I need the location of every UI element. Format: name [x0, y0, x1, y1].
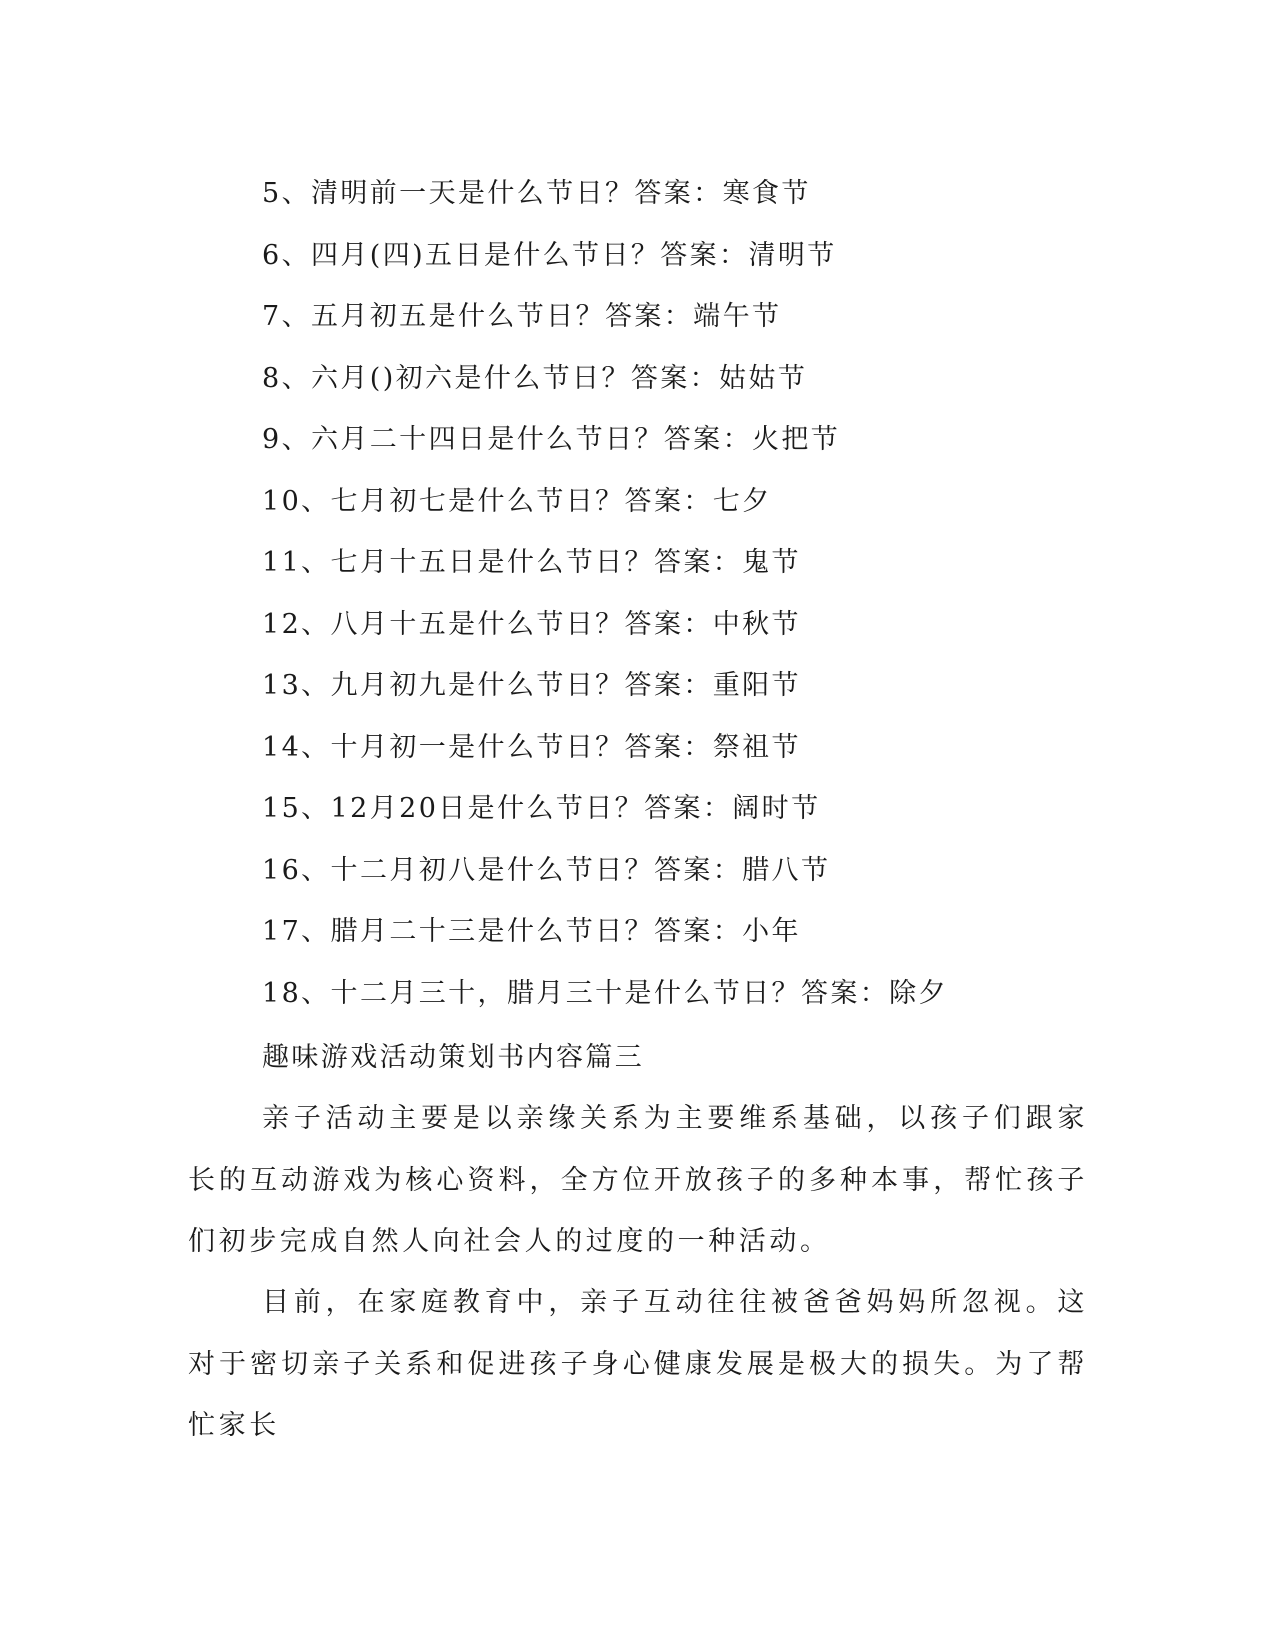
- qa-item: 13、九月初九是什么节日？答案：重阳节: [262, 670, 801, 701]
- body-paragraph: 亲子活动主要是以亲缘关系为主要维系基础，以孩子们跟家长的互动游戏为核心资料，全方位开放孩子的多种本事，帮忙孩子们初步完成自然人向社会人的过度的一种活动。: [188, 1103, 1088, 1257]
- qa-item: 16、十二月初八是什么节日？答案：腊八节: [262, 854, 831, 886]
- qa-item: 14、十月初一是什么节日？答案：祭祖节: [262, 731, 801, 763]
- qa-item: 5、清明前一天是什么节日？答案：寒食节: [262, 178, 811, 209]
- qa-item: 7、五月初五是什么节日？答案：端午节: [262, 301, 782, 332]
- qa-item: 15、12月20日是什么节日？答案：阔时节: [262, 793, 821, 824]
- qa-item: 17、腊月二十三是什么节日？答案：小年: [262, 916, 801, 947]
- section-heading: 趣味游戏活动策划书内容篇三: [262, 1042, 645, 1073]
- festival-qa-list: [262, 163, 1082, 1024]
- qa-item: 18、十二月三十，腊月三十是什么节日？答案：除夕: [262, 977, 948, 1009]
- qa-item: 8、六月()初六是什么节日？答案：姑姑节: [262, 362, 808, 394]
- qa-item: 10、七月初七是什么节日？答案：七夕: [262, 485, 772, 517]
- body-paragraph: 目前，在家庭教育中，亲子互动往往被爸爸妈妈所忽视。这对于密切亲子关系和促进孩子身心健康发展是极大的损失。为了帮忙家长: [188, 1287, 1088, 1441]
- qa-item: 6、四月(四)五日是什么节日？答案：清明节: [262, 239, 837, 271]
- qa-item: 12、八月十五是什么节日？答案：中秋节: [262, 608, 801, 640]
- qa-item: 9、六月二十四日是什么节日？答案：火把节: [262, 424, 841, 455]
- qa-item: 11、七月十五日是什么节日？答案：鬼节: [262, 547, 801, 578]
